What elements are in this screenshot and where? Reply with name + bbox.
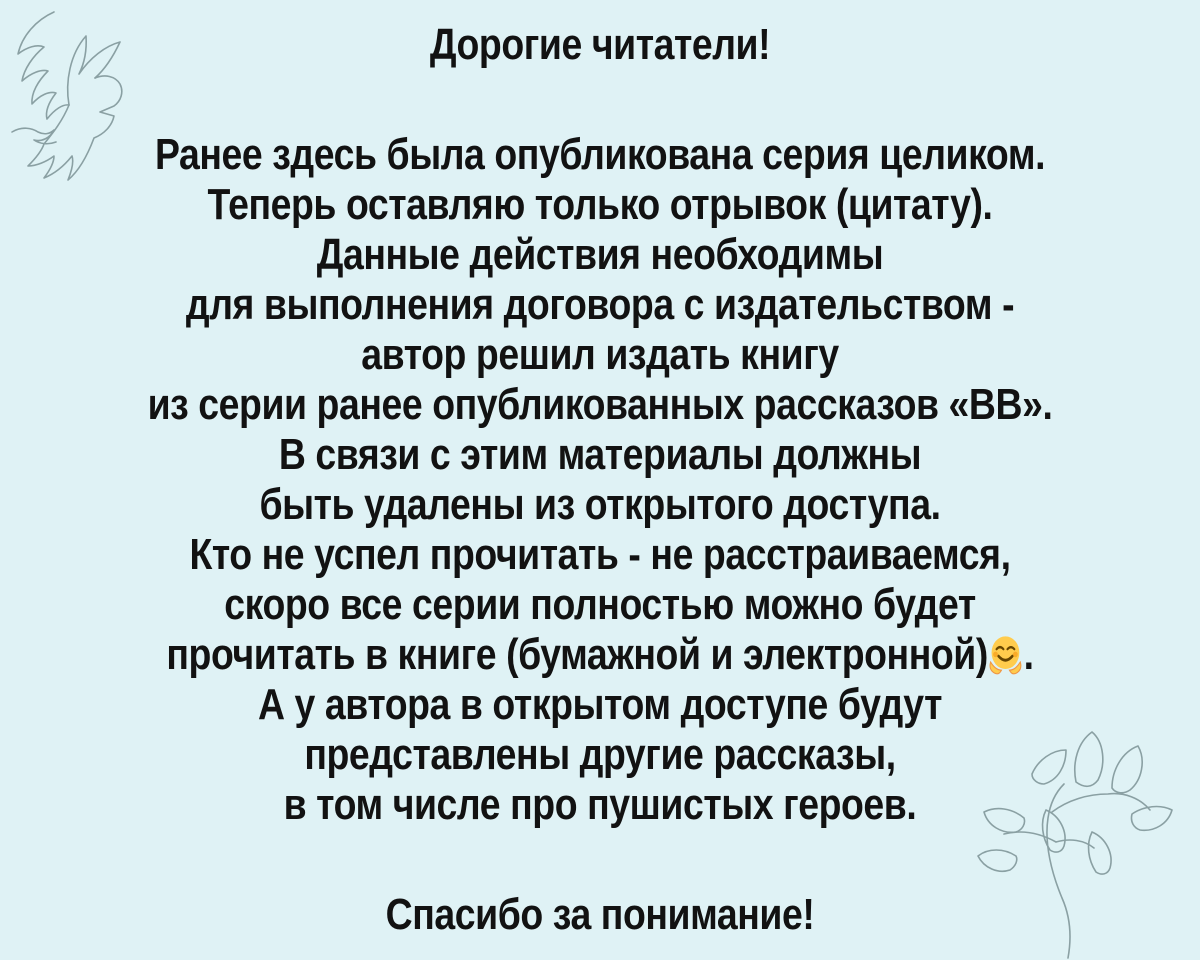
hugging-face-emoji — [988, 634, 1024, 676]
page-title: Дорогие читатели! — [429, 20, 771, 69]
body-line: для выполнения договора с издательством - — [185, 280, 1015, 329]
announcement-body — [90, 130, 1110, 830]
body-line: Кто не успел прочитать - не расстраиваемся, — [189, 530, 1011, 579]
body-line: представлены другие рассказы, — [304, 730, 896, 779]
announcement-text — [90, 0, 1110, 940]
tree-line-art — [972, 722, 1177, 960]
body-line: в том числе про пушистых героев. — [283, 780, 917, 829]
body-line: быть удалены из открытого доступа. — [259, 480, 941, 529]
body-line: прочитать в книге (бумажной и электронной) . — [166, 630, 1034, 679]
body-line: Теперь оставляю только отрывок (цитату). — [207, 180, 993, 229]
body-line: Ранее здесь была опубликована серия целиком. — [154, 130, 1046, 179]
body-line: скоро все серии полностью можно будет — [224, 580, 976, 629]
body-line: из серии ранее опубликованных рассказов «ВВ». — [147, 380, 1053, 429]
body-line: А у автора в открытом доступе будут — [257, 680, 943, 729]
body-line: В связи с этим материалы должны — [278, 430, 922, 479]
body-line: автор решил издать книгу — [361, 330, 839, 379]
closing-line: Спасибо за понимание! — [385, 890, 815, 939]
body-line: Данные действия необходимы — [316, 230, 884, 279]
